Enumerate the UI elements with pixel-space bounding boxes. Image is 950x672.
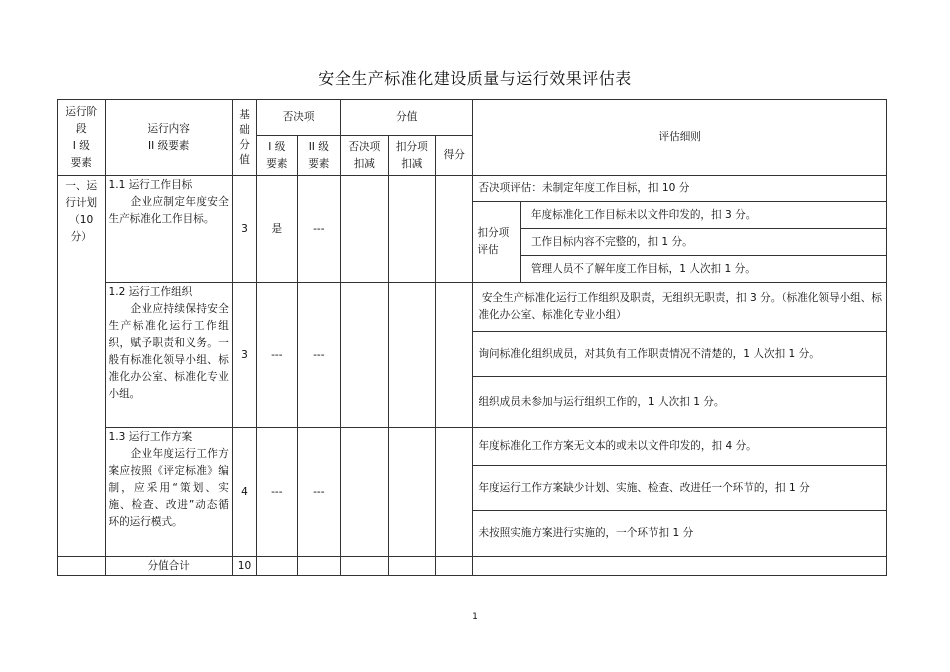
evaluation-table (57, 99, 887, 576)
header-criteria: 评估细则 (473, 100, 887, 176)
base-score: 3 (232, 176, 256, 283)
item-body: 企业年度运行工作方案应按照《评定标准》编制，应采用“策划、实施、检查、改进”动态循环的运行模式。 (108, 448, 229, 528)
header-veto-group: 否决项 (257, 100, 341, 136)
item-body: 企业应制定年度安全生产标准化工作目标。 (108, 196, 229, 225)
gain-value (436, 283, 473, 428)
item-body: 企业应持续保持安全生产标准化运行工作组织，赋予职责和义务。一般有标准化领导小组、标准化办公室、标准化专业小组。 (108, 303, 229, 400)
content-cell (105, 428, 232, 557)
item-title: 1.1 运行工作目标 (108, 179, 193, 191)
deduct-rule: 管理人员不了解年度工作目标，1 人次扣 1 分。 (520, 256, 886, 283)
header-row (58, 100, 887, 136)
header-gain: 得分 (436, 136, 473, 176)
veto-l1-value: --- (257, 428, 297, 557)
veto-l2-value: --- (297, 176, 340, 283)
gain-value (436, 428, 473, 557)
veto-l1-value: 是 (257, 176, 297, 283)
content-cell (105, 176, 232, 283)
criteria-rule: 年度标准化工作方案无文本的或未以文件印发的，扣 4 分。 (473, 428, 887, 466)
header-veto-l2: II 级 要素 (297, 136, 340, 176)
veto-l1-value: --- (257, 283, 297, 428)
total-label: 分值合计 (105, 557, 232, 576)
points-deduct-value (388, 428, 436, 557)
page-title: 安全生产标准化建设质量与运行效果评估表 (318, 69, 632, 88)
points-deduct-value (388, 176, 436, 283)
base-score: 3 (232, 283, 256, 428)
table-row (58, 283, 887, 332)
page-number: 1 (472, 612, 478, 622)
table-row (58, 176, 887, 202)
total-stage-cell (58, 557, 106, 576)
criteria-rule: 年度运行工作方案缺少计划、实施、检查、改进任一个环节的，扣 1 分 (473, 466, 887, 511)
veto-deduct-value (341, 283, 389, 428)
gain-value (436, 176, 473, 283)
header-score-group: 分值 (341, 100, 473, 136)
item-title: 1.2 运行工作组织 (108, 286, 193, 298)
veto-rule: 否决项评估：未制定年度工作目标，扣 10 分 (473, 176, 887, 202)
item-title: 1.3 运行工作方案 (108, 431, 193, 443)
header-stage: 运行阶段 I 级 要素 (58, 100, 106, 176)
empty-cell (473, 557, 887, 576)
stage-cell: 一、运行计划（10分） (58, 176, 106, 557)
total-score: 10 (232, 557, 256, 576)
empty-cell (388, 557, 436, 576)
criteria-rule: 安全生产标准化运行工作组织及职责，无组织无职责，扣 3 分。（标准化领导小组、标准化办公室、标准化专业小组） (473, 283, 887, 332)
criteria-rule: 组织成员未参加与运行组织工作的，1 人次扣 1 分。 (473, 377, 887, 428)
header-veto-l1: I 级 要素 (257, 136, 297, 176)
veto-deduct-value (341, 428, 389, 557)
veto-l2-value: --- (297, 283, 340, 428)
content-cell (105, 283, 232, 428)
criteria-rule: 询问标准化组织成员，对其负有工作职责情况不清楚的，1 人次扣 1 分。 (473, 332, 887, 377)
header-veto-deduct: 否决项 扣减 (341, 136, 389, 176)
points-deduct-value (388, 283, 436, 428)
empty-cell (257, 557, 297, 576)
header-base-score: 基础分值 (232, 100, 256, 176)
empty-cell (297, 557, 340, 576)
deduct-label: 扣分项评估 (473, 202, 521, 283)
total-row (58, 557, 887, 576)
table-row (58, 428, 887, 466)
deduct-rule: 工作目标内容不完整的，扣 1 分。 (520, 229, 886, 256)
empty-cell (436, 557, 473, 576)
header-points-deduct: 扣分项 扣减 (388, 136, 436, 176)
header-content: 运行内容 II 级要素 (105, 100, 232, 176)
base-score: 4 (232, 428, 256, 557)
deduct-rule: 年度标准化工作目标未以文件印发的，扣 3 分。 (520, 202, 886, 229)
veto-l2-value: --- (297, 428, 340, 557)
veto-deduct-value (341, 176, 389, 283)
criteria-rule: 未按照实施方案进行实施的，一个环节扣 1 分 (473, 511, 887, 557)
empty-cell (341, 557, 389, 576)
